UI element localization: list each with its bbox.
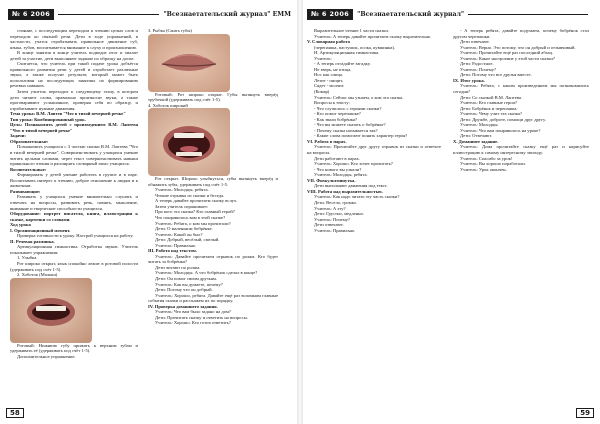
paragraph: Дети читают по ролям. — [155, 264, 201, 270]
journal-title: "Всезнаетательский журнал" — [357, 10, 465, 18]
exercise-title: 3. Рыбка (Сжать губы) — [148, 28, 192, 33]
paragraph: Дети: Потому что все друзья вместе. — [460, 72, 532, 78]
paragraph: Учитель: Давайте прочитаем отрывок по ролям. Кто будет читать за бобрёнка? — [148, 253, 278, 265]
paragraph: Затем учитель переходит к следующему этапу, в котором дети читают слова, правильно произносят звуки, а также проговаривают услышанное, проверяя себя по образцу, и отрабатывают нужные движения. — [10, 89, 138, 111]
exercise-caption: Дополнительное упражнение. — [17, 353, 76, 359]
paragraph: Дети: Весело, громко. — [314, 199, 358, 205]
paragraph: Учитель: Почему? — [460, 66, 496, 72]
paragraph: - А теперь отгадайте загадку. — [314, 61, 371, 67]
open-mouth-svg — [148, 108, 230, 176]
paragraph: Выразительное чтение 1 части сказки. — [314, 28, 389, 33]
paragraph: Учитель: Почему? — [314, 216, 350, 222]
paragraph: Учитель: Чему учит эта сказка? — [460, 111, 522, 117]
paragraph: Дети: Дружбе, доброте, помощи друг другу. — [460, 116, 546, 122]
paragraph: Учитель: Что вам понравилось на уроке? — [460, 127, 541, 133]
paragraph: Дети: Добрый, весёлый, смелый. — [155, 237, 220, 243]
exercise-title: 4. Хоботок широкий — [148, 102, 188, 108]
paragraph: Нос как спица. — [314, 72, 344, 78]
paragraph: Чтение отрывка из сказки и беседа. — [155, 192, 225, 198]
paragraph: Про кого эта сказка? Кто главный герой? — [155, 209, 235, 215]
paragraph: Дети: Со сказкой В.М. Лаптева. — [460, 94, 523, 100]
header-rule — [58, 14, 159, 15]
paragraph: Учитель: Верно. Это потому, что он добрый и отзывчивый. — [460, 44, 576, 50]
left-column-2 — [148, 28, 278, 406]
paragraph: Учитель: Прочитайте друг другу отрывок из сказки и ответьте на вопросы. — [307, 144, 441, 156]
paragraph: Учитель: Хорошо. Кто готов ответить? — [155, 320, 231, 326]
paragraph: 2. Хоботок (Малыш) — [17, 272, 58, 278]
paragraph: Учитель: Правильно. — [155, 242, 197, 248]
right-column-1 — [307, 28, 441, 408]
paragraph: - Что случилось с героями сказки? — [314, 105, 382, 111]
paragraph: Дети: Радостное. — [460, 61, 494, 67]
paragraph: Дети: Прочитать сказку и ответить на вопросы. — [155, 314, 248, 320]
paragraph: А теперь давайте прочитаем сказку вслух. — [155, 198, 238, 204]
paragraph: Дети: Он помог своим друзьям. — [155, 276, 217, 282]
paragraph: Формировать у детей умение работать в группе и в паре. Воспитывать интерес к чтению, доброе отношение к людям и к животным. — [10, 172, 138, 189]
section-heading: Воспитательные: — [10, 166, 47, 172]
paragraph: Развивать у учащихся умение внимательно слушать и отвечать на вопросы, развивать речь, память, мышление, внимание и творческие способности учащихся. — [10, 194, 138, 211]
section-heading: Тип урока: Комбинированный урок. — [10, 116, 86, 122]
right-page-header — [307, 8, 592, 20]
paragraph: Проверка готовности к уроку. Настрой учащихся на работу. — [17, 233, 134, 239]
journal-title: "Всезнаетательский журнал" ЕММ — [163, 10, 291, 18]
exercise-caption: Ротовый: Рот широко открыт. Губы вытянуть вперёд трубочкой (удерживать под счёт 1-5). — [148, 91, 278, 103]
section-heading: Образовательные: — [10, 138, 49, 144]
paragraph: Что понравилось вам в этой сказке? — [155, 215, 226, 221]
section-heading: Цель: Познакомить детей с произведением В.М. Лаптева "Что в тихой вечерней речке" — [10, 122, 138, 133]
paragraph: Дети: О маленьком бобрёнке. — [155, 226, 213, 232]
paragraph: Учитель: Как вы думаете, почему? — [155, 281, 223, 287]
paragraph: Учитель: Прочитайте ещё раз последний абзац. — [460, 50, 554, 56]
issue-number: № 6 2006 — [307, 9, 353, 20]
section-heading: IX. Итог урока. — [453, 77, 485, 83]
paragraph: Учитель: Ребята, с каким произведением мы познакомились сегодня? — [453, 83, 589, 95]
section-heading: Развивающие: — [10, 188, 41, 194]
paragraph: Учитель: Вы хорошо поработали. — [460, 161, 526, 167]
section-heading: Тема урока: В.М. Лаптев "Что в тихой вечерней речке" — [10, 111, 126, 117]
paragraph: Учитель: Молодцы, ребята. — [155, 187, 209, 193]
paragraph: Учитель: Какое настроение у этой части сказки? — [460, 55, 555, 61]
paragraph: Н. Артикуляционная гимнастика. — [314, 50, 380, 56]
paragraph: Затем учитель спрашивает: — [155, 203, 209, 209]
paragraph: Учитель: Молодцы. А что бобрёнок сделал в конце? — [155, 270, 258, 276]
left-column-2-text — [148, 176, 278, 326]
section-heading: X. Домашнее задание. — [453, 138, 499, 144]
lips-photo-image — [148, 34, 230, 92]
section-heading: V. Словарная работа — [307, 39, 350, 45]
paragraph: - Почему сказка называется так? — [314, 127, 378, 133]
paragraph: Вопросы к тексту: — [314, 100, 350, 106]
paragraph: Учитель: Спасибо за урок! — [460, 155, 513, 161]
right-page — [303, 0, 600, 424]
paragraph: Учитель: Кто главные герои? — [460, 100, 517, 106]
paragraph: Познакомить учащихся с 3 частью сказки В.М. Лаптева "Что в тихой вечерней речке". Совершенствовать у учащихся умение читать целыми словами, через текст совершенствовать навыки правильного чтения и расширять словарный запас учащихся. — [10, 144, 138, 167]
paragraph: Учитель: Хорошо, ребята. Давайте ещё раз вспомним главные события сказки и расскажем их по порядку. — [148, 292, 278, 304]
paragraph: Учитель: Какой он был? — [155, 231, 203, 237]
paragraph: Дети: Грустно, медленно. — [314, 211, 365, 217]
paragraph: Летит - пищит, — [314, 77, 344, 83]
exercise-caption: Ротовый: Нижнюю губу прижать к верхним зубам и удерживать её (удерживать под счёт 1-5). — [10, 342, 138, 354]
paragraph: - Как звали бобрёнка? — [314, 116, 358, 122]
paragraph: Дети: Потому что он добрый. — [155, 287, 213, 293]
paragraph: Учитель: А эту? — [314, 205, 346, 211]
paragraph: Учитель: Что вам было задано на дом? — [155, 309, 231, 315]
paragraph: Рот открыт. Широко улыбнуться, губы вытянуть вперёд и обнажить зубы, удерживать под счёт 1-5. — [148, 176, 278, 187]
paragraph: Учитель: Как надо читать эту часть сказки? — [314, 194, 400, 200]
paragraph: (черепашка, пастушок, осока, кувшинка). — [314, 44, 396, 50]
section-heading: Оборудование: портрет писателя, книга, иллюстрации к сказке, карточки со словами. — [10, 211, 138, 222]
teeth-photo-svg — [10, 278, 92, 343]
section-heading: Задачи: — [10, 133, 26, 139]
paragraph: Сядет - молчит. — [314, 83, 345, 89]
paragraph: Учитель: Молодцы, ребята. — [314, 172, 368, 178]
paragraph: Учитель: Молодцы. — [460, 122, 499, 128]
paragraph: - Кто помог черепашке? — [314, 111, 361, 117]
paragraph: Дети: Бобрёнок и черепашка. — [460, 105, 518, 111]
issue-number: № 6 2006 — [8, 9, 54, 20]
paragraph: Дети отвечают. — [460, 39, 490, 45]
paragraph: Учитель: Сейчас мы узнаем, о ком эта сказка. — [314, 94, 404, 100]
paragraph: стояние, с последующим переходом к чтению целых слов и переходом ко связной речи. Дети в ходе упражнений, в частности, учатся отрабатывать правильное движение губ, языка, зубов, воспитывается внимание к слуху и произношению. — [10, 28, 138, 50]
paragraph: Учитель: А теперь давайте прочитаем сказку выразительно. — [314, 33, 432, 39]
left-column-1 — [10, 28, 138, 406]
paragraph: Дети: Отвечают. — [460, 133, 493, 139]
paragraph: Учитель: — [314, 55, 332, 61]
paragraph: Артикуляционная гимнастика. Отработка звуков. Учитель показывает упражнения: — [10, 244, 138, 255]
page-number: 58 — [6, 408, 24, 418]
teeth-photo-image — [10, 278, 92, 343]
paragraph: Считается, что учитель при такой подаче урока добьётся правильного развития речи у детей и отработает различные звуки, а также получит результат, который может быть использован на последующих занятиях по формированию речевых навыков. — [10, 61, 138, 89]
section-heading: IV. Проверка домашнего задания. — [148, 303, 218, 309]
paragraph: Учитель: Хорошо. Кто хочет прочитать? — [314, 161, 393, 167]
paragraph: Дети выполняют движения под текст. — [314, 183, 388, 189]
paragraph: - Что вы можете сказать о бобрёнке? — [314, 122, 386, 128]
paragraph: В конце занятия в конце учитель подводит итог и хвалит детей за участие, дети выполняют задание по образцу на доске. — [10, 50, 138, 61]
paragraph: Учитель: Ребята, о ком мы прочитали? — [155, 220, 231, 226]
section-heading: II. Речевая разминка. — [10, 238, 55, 244]
paragraph: - А теперь ребята, давайте подумаем, почему бобрёнок стал другом черепашки. — [453, 28, 589, 39]
section-heading: VII. Физкультминутка. — [307, 177, 356, 183]
left-page-header — [8, 8, 291, 20]
section-heading: III. Работа над текстом. — [148, 248, 197, 254]
paragraph: Учитель: Правильно. — [314, 227, 356, 233]
paragraph: Дети работают в парах. — [314, 155, 360, 161]
paragraph: Учитель: Урок окончен. — [460, 166, 507, 172]
section-heading: Ход урока — [10, 222, 31, 228]
paragraph: - Какие слова помогают понять характер героя? — [314, 133, 408, 139]
right-column-2 — [453, 28, 589, 408]
header-rule — [468, 14, 588, 15]
paragraph: Рот широко открыт, язык спокойно лежит в ротовой полости (удерживать под счёт 1-5). — [10, 260, 138, 272]
section-heading: VI. Работа в парах. — [307, 138, 347, 144]
open-mouth-photo-image — [148, 108, 230, 176]
paragraph: Дети отвечают. — [314, 222, 344, 228]
lips-photo-svg — [148, 34, 230, 92]
paragraph: Учитель: Дома прочитайте сказку ещё раз и нарисуйте иллюстрацию к самому интересному эпизоду. — [453, 144, 589, 156]
paragraph: 1. Улыбка. — [17, 255, 38, 261]
paragraph: - Что нового вы узнали? — [314, 166, 362, 172]
paragraph: (Комар) — [314, 89, 330, 95]
page-number: 59 — [576, 408, 594, 418]
section-heading: VIII. Работа над выразительностью. — [307, 188, 383, 194]
left-page — [0, 0, 297, 424]
section-heading: I. Организационный момент. — [10, 227, 71, 233]
paragraph: Не зверь, не птица, — [314, 66, 352, 72]
